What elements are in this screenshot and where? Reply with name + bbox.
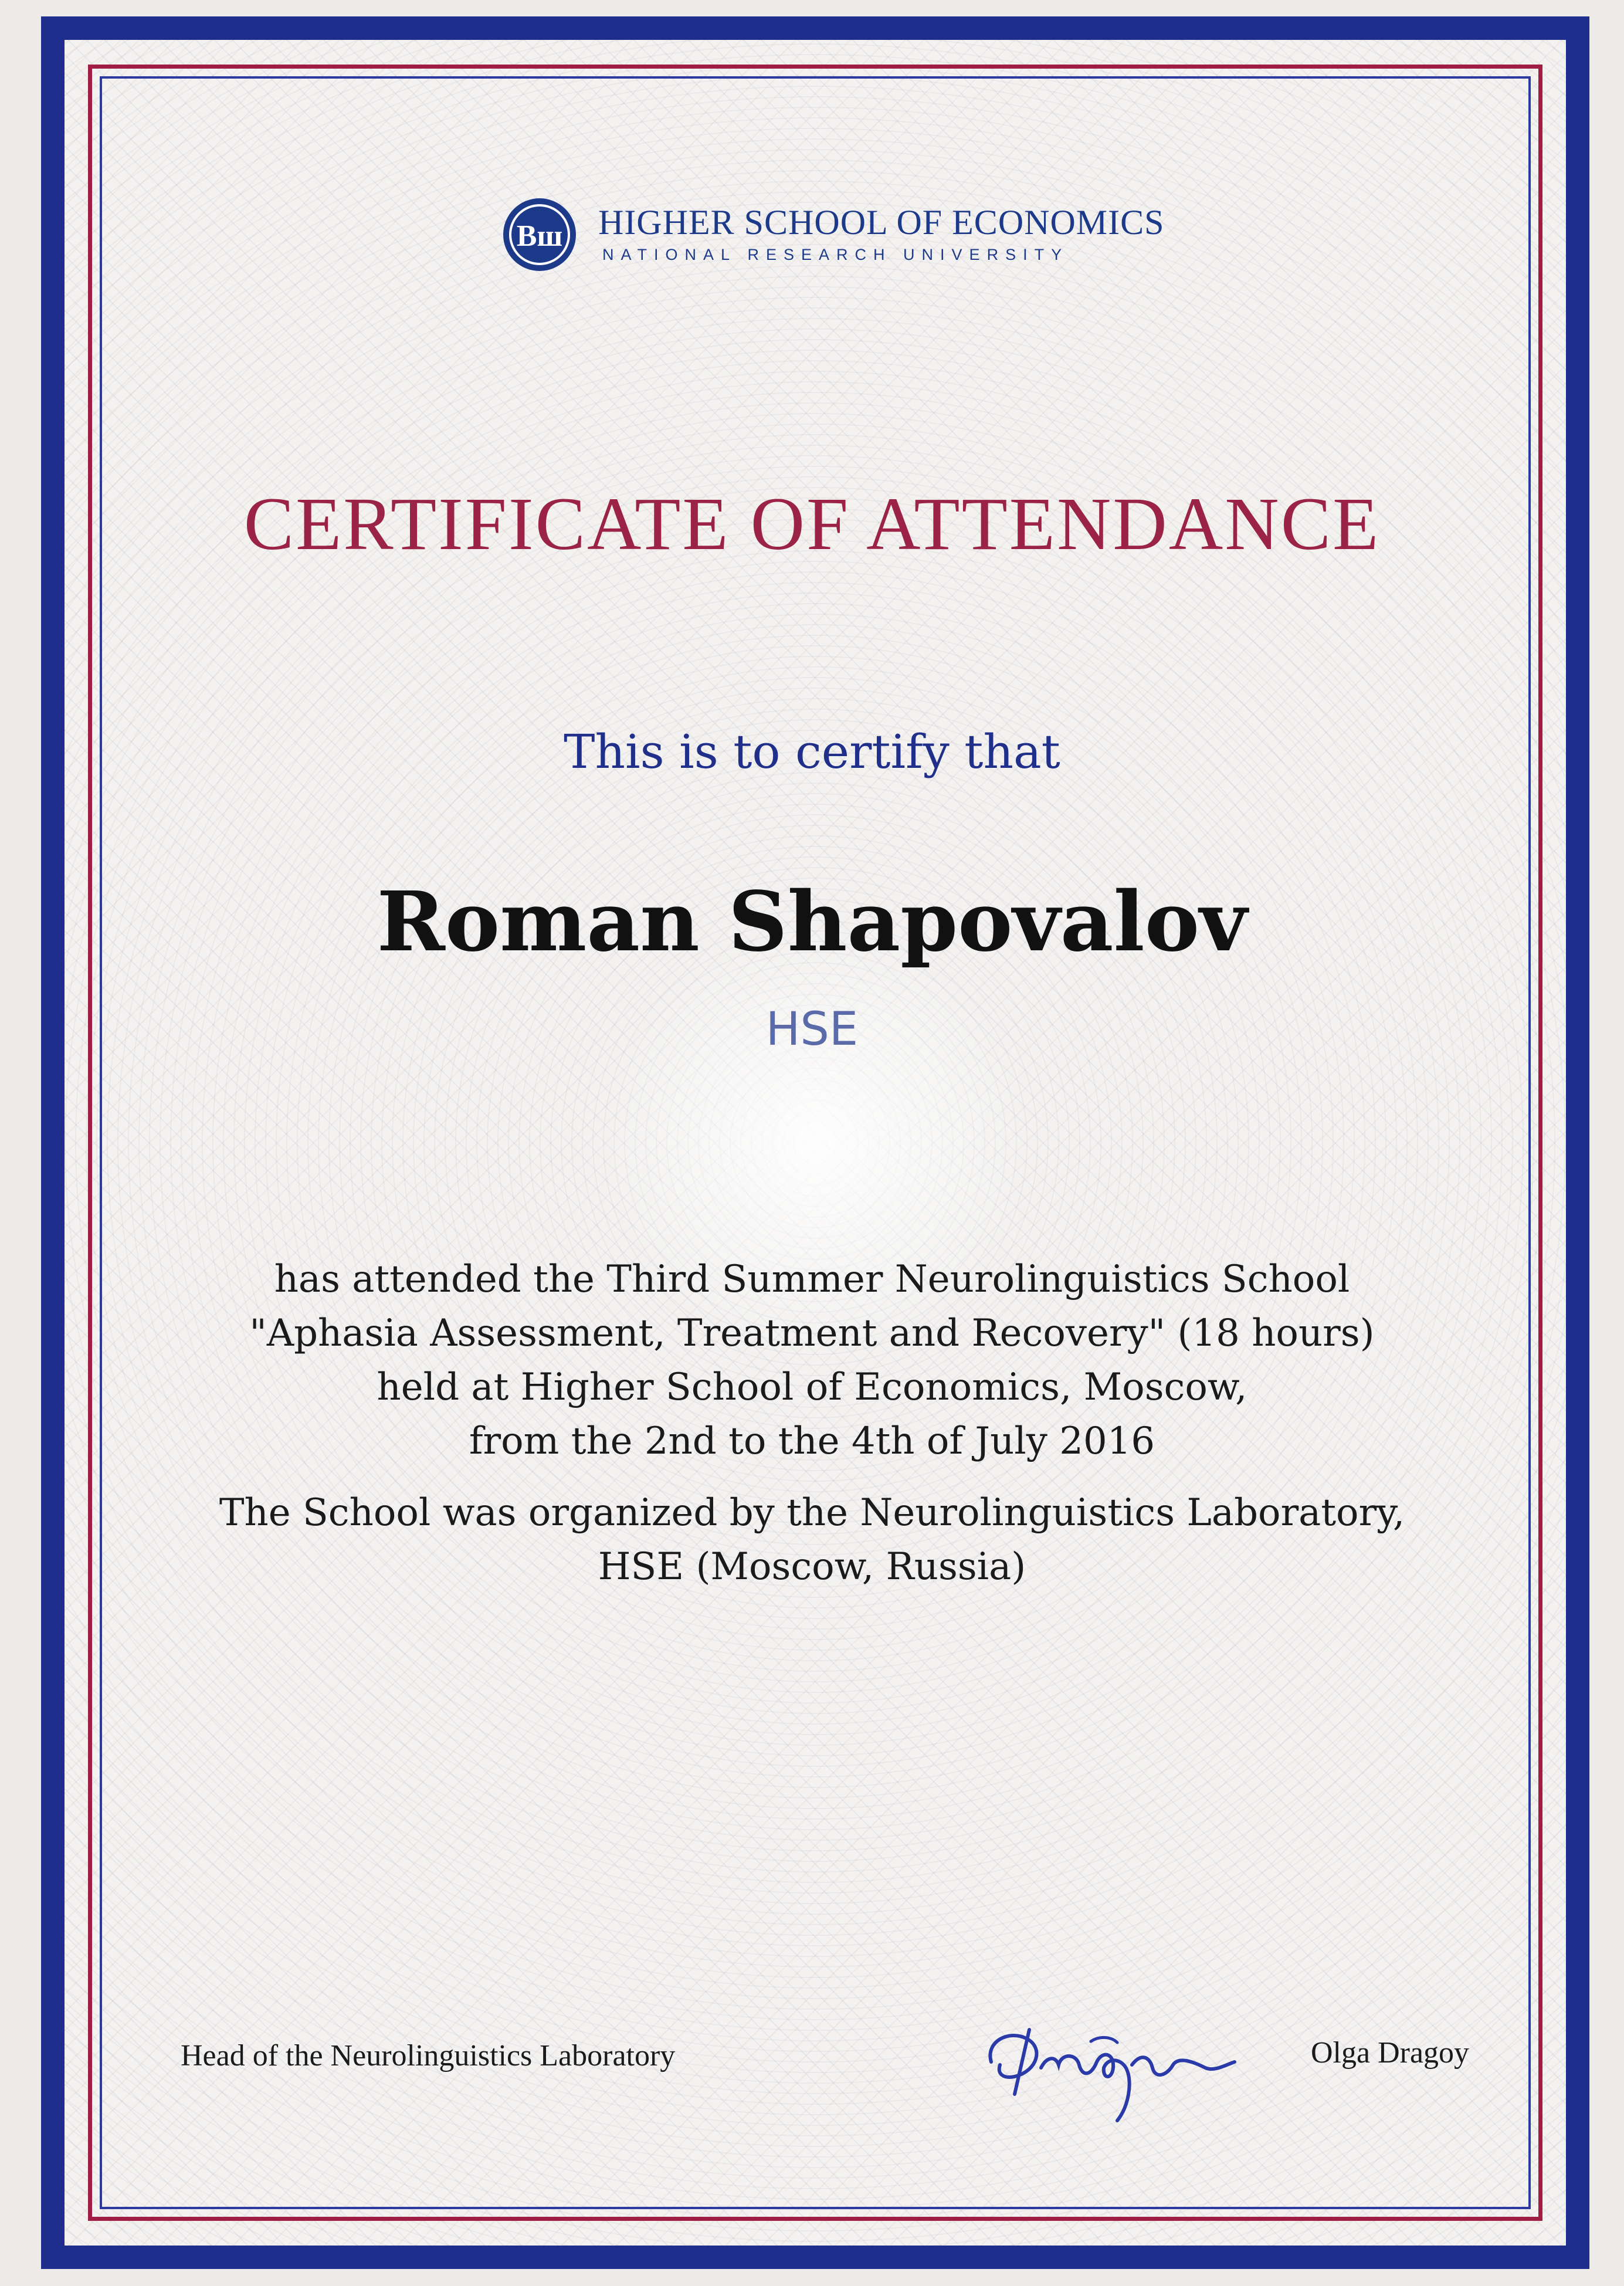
- recipient-name: Roman Shapovalov: [377, 874, 1247, 970]
- emblem-letters: Вш: [516, 219, 563, 253]
- recipient-affiliation: HSE: [765, 1003, 859, 1056]
- signatory-role: Head of the Neurolinguistics Laboratory: [181, 2039, 676, 2072]
- certify-line: This is to certify that: [564, 724, 1060, 779]
- certificate-paper: [65, 40, 1566, 2246]
- logo-title: HIGHER SCHOOL OF ECONOMICS: [598, 203, 1165, 242]
- logo-subtitle: NATIONAL RESEARCH UNIVERSITY: [602, 246, 1069, 263]
- certificate-title: CERTIFICATE OF ATTENDANCE: [243, 482, 1381, 565]
- signatory-name: Olga Dragoy: [1311, 2036, 1470, 2070]
- body-line: "Aphasia Assessment, Treatment and Recovery" (18 hours): [249, 1312, 1375, 1355]
- handwritten-signature: [974, 2006, 1249, 2135]
- hse-emblem-icon: [501, 197, 578, 273]
- certificate-body: [0, 1252, 1624, 1594]
- inner-border-blue: [100, 76, 1531, 2209]
- organizer-line: HSE (Moscow, Russia): [598, 1545, 1026, 1589]
- organizer-line: The School was organized by the Neurolinguistics Laboratory,: [219, 1491, 1405, 1535]
- outer-frame: [41, 16, 1589, 2269]
- body-line: from the 2nd to the 4th of July 2016: [469, 1420, 1155, 1463]
- body-line: has attended the Third Summer Neurolinguistics School: [274, 1258, 1350, 1301]
- body-line: held at Higher School of Economics, Moscow,: [377, 1366, 1247, 1409]
- hse-logo: [501, 197, 1165, 279]
